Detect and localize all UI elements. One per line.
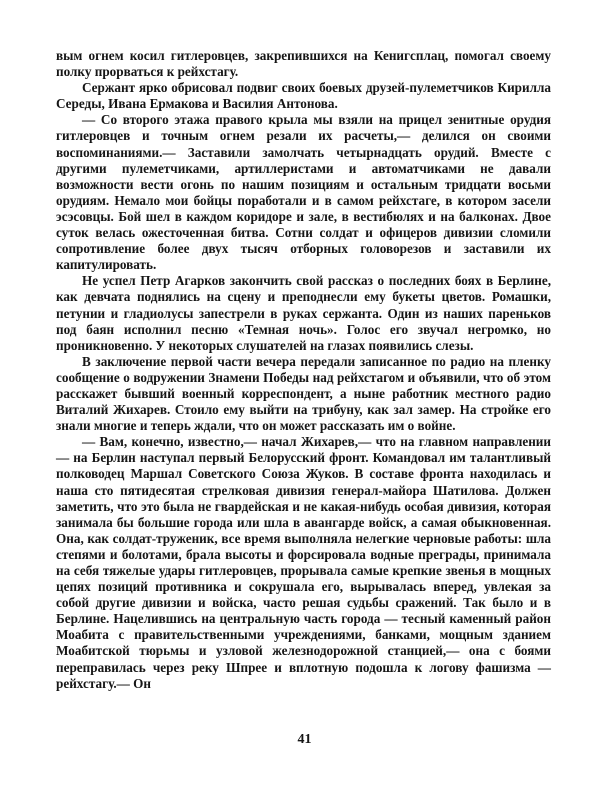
- page-number: 41: [297, 732, 312, 747]
- paragraph: В заключение первой части вечера передали записанное по радио на пленку сообщение о водружении Знамени Победы над рейхстагом и объявили, что об этом расскажет бывший военный корреспондент, а ныне работник местного радио Виталий Жихарев. Стоило ему выйти на трибуну, как зал замер. На стройке его знали многие и теперь ждали, что он может рассказать им о войне.: [56, 353, 551, 434]
- paragraph: — Вам, конечно, известно,— начал Жихарев,— что на главном направлении — на Берлин наступал первый Белорусский фронт. Командовал им талантливый полководец Маршал Советского Союза Жуков. В составе фронта находилась и наша сто пятидесятая стрелковая дивизия генерал-майора Шатилова. Должен заметить, что это была не гвардейская и не какая-нибудь особая дивизия, которая занимала бы большие города или шла в авангарде войск, а самая обыкновенная. Она, как солдат-труженик, все время выполняла нелегкие черновые работы: шла степями и болотами, брала высоты и форсировала водные преграды, принимала на себя тяжелые удары гитлеровцев, прорывала самые крепкие звенья в мощных цепях позиций противника и сокрушала его, вырывалась вперед, увлекая за собой другие дивизии и войска, часто решая судьбы сражений. Так было и в Берлине. Нацелившись на центральную часть города — тесный каменный район Моабита с правительственными учреждениями, банками, мощным зданием Моабитской тюрьмы и узловой железнодорожной станцией,— она с боями переправилась через реку Шпрее и вплотную подошла к логову фашизма — рейхстагу.— Он: [56, 434, 551, 691]
- paragraph: Не успел Петр Агарков закончить свой рассказ о последних боях в Берлине, как девчата поднялись на сцену и преподнесли ему букеты цветов. Ромашки, петунии и гладиолусы запестрели в руках сержанта. Один из наших пареньков под баян исполнил песню «Темная ночь». Голос его звучал негромко, но проникновенно. У некоторых слушателей на глазах появились слезы.: [56, 273, 551, 353]
- paragraph: вым огнем косил гитлеровцев, закрепившихся на Кенигсплац, помогал своему полку прорваться к рейхстагу.: [56, 48, 551, 80]
- page-text: [56, 48, 551, 692]
- paragraph: Сержант ярко обрисовал подвиг своих боевых друзей-пулеметчиков Кирилла Середы, Ивана Ермакова и Василия Антонова.: [56, 80, 551, 112]
- paragraph: — Со второго этажа правого крыла мы взяли на прицел зенитные орудия гитлеровцев и точным огнем резали их расчеты,— делился он своими воспоминаниями.— Заставили замолчать четырнадцать орудий. Вместе с другими пулеметчиками, артиллеристами и автоматчиками не давали возможности вести огонь по нашим позициям и остальным тридцати восьми орудиям. Немало мои бойцы поработали и в самом рейхстаге, в котором засели эсэсовцы. Бой шел в каждом коридоре и зале, в вестибюлях и на балконах. Двое суток велась ожесточенная битва. Сотни солдат и офицеров дивизии сломили сопротивление более двух тысяч отборных головорезов и заставили их капитулировать.: [56, 112, 551, 273]
